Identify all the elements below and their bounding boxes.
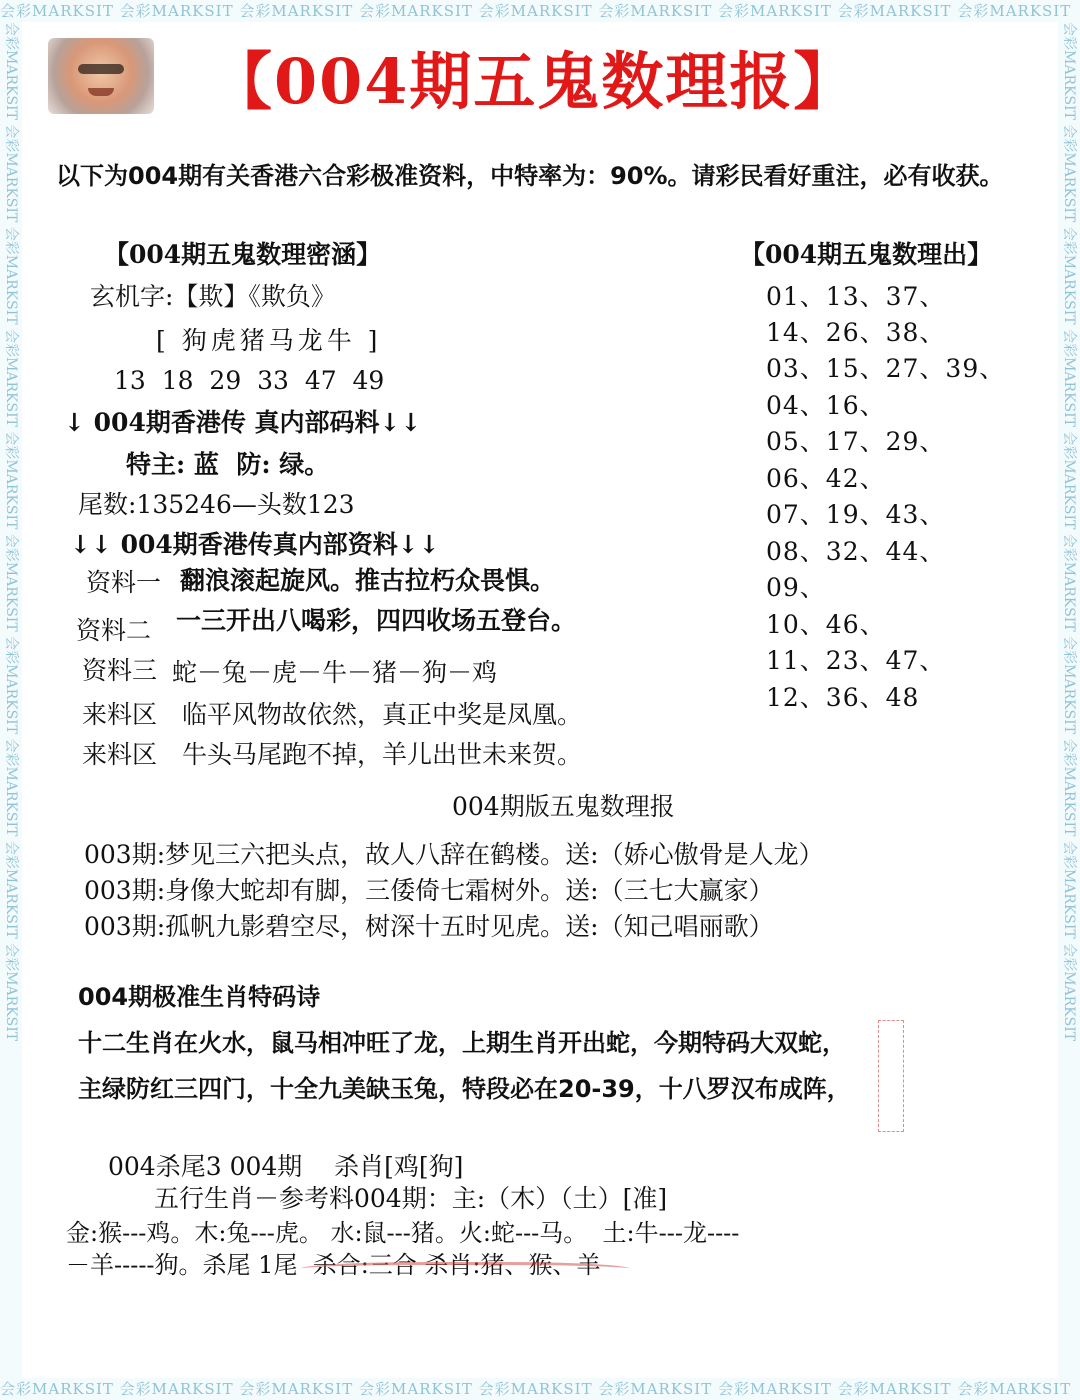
item-text: 一三开出八喝彩，四四收场五登台。 xyxy=(176,606,577,635)
insider-code-line: ↓ 004期香港传 真内部码料↓↓ xyxy=(64,408,422,437)
watermark-text: 会彩MARKSIT xyxy=(0,2,114,20)
item-label: 资料一 xyxy=(86,568,162,597)
left-section-heading: 【004期五鬼数理密涵】 xyxy=(104,240,382,269)
kill-line: 004杀尾3 004期 杀肖[鸡[狗] xyxy=(108,1152,464,1181)
page-title: 【004期五鬼数理报】 xyxy=(210,45,858,118)
avatar-mouth xyxy=(88,88,114,96)
item-text: 蛇－兔－虎－牛－猪－狗－鸡 xyxy=(172,658,498,687)
avatar xyxy=(48,38,154,114)
item-text: 牛头马尾跑不掉，羊儿出世未来贺。 xyxy=(182,740,583,769)
number-row: 11、23、47、 xyxy=(766,646,946,675)
number-row: 03、15、27、39、 xyxy=(766,354,1006,383)
version-heading: 004期版五鬼数理报 xyxy=(452,792,675,821)
number-row: 04、16、 xyxy=(766,391,886,420)
elements-line: －羊-----狗。杀尾 1尾 杀合:三合 杀肖:猪、猴、羊 xyxy=(66,1251,601,1279)
red-seal-mark xyxy=(300,1262,630,1279)
red-stamp-mark xyxy=(878,1020,904,1132)
numbers-line: 13 18 29 33 47 49 xyxy=(114,366,385,395)
right-section-heading: 【004期五鬼数理出】 xyxy=(740,240,993,269)
watermark-right xyxy=(1058,22,1080,1378)
watermark-vertical-text: 会彩MARKSIT 会彩MARKSIT 会彩MARKSIT 会彩MARKSIT 会彩MARKSIT 会彩MARKSIT 会彩MARKSIT 会彩MARKSIT 会彩MARKSIT 会彩MARKSIT xyxy=(1061,22,1077,1042)
avatar-glasses xyxy=(78,64,124,74)
item-label: 来料区 xyxy=(82,700,158,729)
watermark-text: 会彩MARKSIT xyxy=(0,1380,114,1398)
number-row: 08、32、44、 xyxy=(766,537,946,566)
number-row: 09、 xyxy=(766,573,826,602)
watermark-top: 会彩MARKSIT 会彩MARKSIT 会彩MARKSIT 会彩MARKSIT 会彩MARKSIT 会彩MARKSIT 会彩MARKSIT 会彩MARKSIT 会彩MARKSIT xyxy=(0,0,1080,22)
item-label: 资料二 xyxy=(76,616,152,645)
number-row: 10、46、 xyxy=(766,610,886,639)
number-row: 06、42、 xyxy=(766,464,886,493)
number-row: 07、19、43、 xyxy=(766,500,946,529)
poem-heading: 004期极准生肖特码诗 xyxy=(78,983,321,1011)
version-line: 003期:身像大蛇却有脚，三倭倚七霜树外。送:（三七大赢家） xyxy=(84,876,774,905)
version-line: 003期:孤帆九影碧空尽，树深十五时见虎。送:（知己唱丽歌） xyxy=(84,912,774,941)
version-line: 003期:梦见三六把头点，故人八辞在鹤楼。送:（娇心傲骨是人龙） xyxy=(84,840,824,869)
five-elements-line: 五行生肖－参考料004期：主:（木）（土）[准] xyxy=(154,1184,668,1213)
zodiac-line: [ 狗虎猪马龙牛 ] xyxy=(156,326,382,355)
number-row: 12、36、48 xyxy=(766,683,920,712)
tail-number-line: 尾数:135246—头数123 xyxy=(78,490,355,519)
item-label: 来料区 xyxy=(82,740,158,769)
poem-line: 主绿防红三四门，十全九美缺玉兔，特段必在20-39，十八罗汉布成阵， xyxy=(78,1075,851,1103)
color-line: 特主: 蓝 防: 绿。 xyxy=(126,450,330,479)
insider-data-line: ↓↓ 004期香港传真内部资料↓↓ xyxy=(70,530,440,559)
number-row: 01、13、37、 xyxy=(766,282,946,311)
item-label: 资料三 xyxy=(82,656,158,685)
watermark-vertical-text: 会彩MARKSIT 会彩MARKSIT 会彩MARKSIT 会彩MARKSIT 会彩MARKSIT 会彩MARKSIT 会彩MARKSIT 会彩MARKSIT 会彩MARKSIT 会彩MARKSIT xyxy=(3,22,19,1042)
poem-line: 十二生肖在火水，鼠马相冲旺了龙，上期生肖开出蛇，今期特码大双蛇， xyxy=(78,1029,846,1057)
item-text: 临平风物故依然，真正中奖是凤凰。 xyxy=(182,700,583,729)
intro-text: 以下为004期有关香港六合彩极准资料，中特率为：90%。请彩民看好重注，必有收获。 xyxy=(56,162,1004,190)
number-row: 14、26、38、 xyxy=(766,318,946,347)
watermark-left xyxy=(0,22,22,1378)
elements-line: 金:猴---鸡。木:兔---虎。 水:鼠---猪。火:蛇---马。 土:牛---龙---- xyxy=(66,1219,740,1247)
keyword-line: 玄机字:【欺】《欺负》 xyxy=(90,282,336,311)
number-row: 05、17、29、 xyxy=(766,427,946,456)
item-text: 翻浪滚起旋风。推古拉朽众畏惧。 xyxy=(180,566,556,595)
watermark-bottom: 会彩MARKSIT 会彩MARKSIT 会彩MARKSIT 会彩MARKSIT 会彩MARKSIT 会彩MARKSIT 会彩MARKSIT 会彩MARKSIT 会彩MARKSIT xyxy=(0,1378,1080,1400)
